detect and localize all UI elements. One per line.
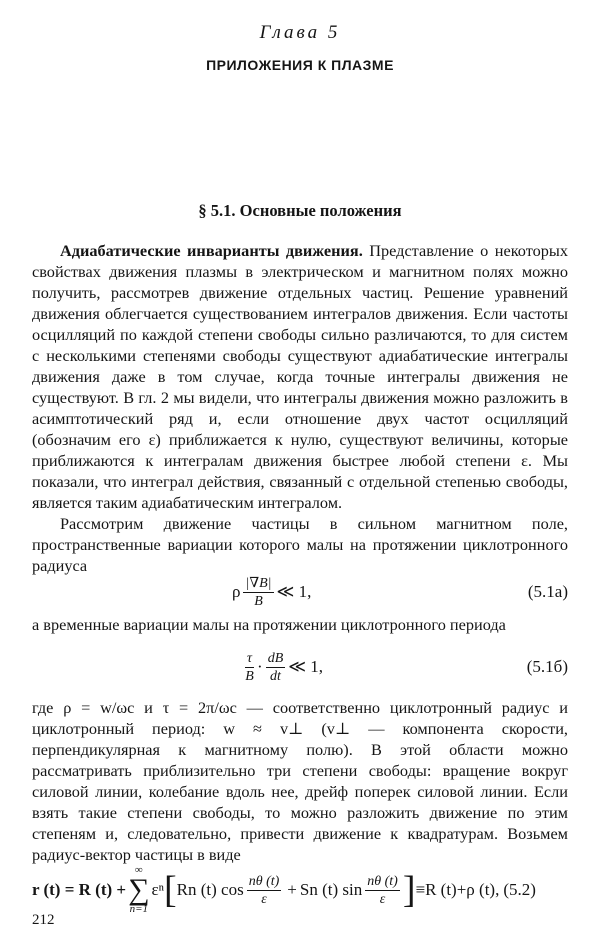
eq3-rhs: ≡R (t)+ρ (t), [415, 880, 500, 899]
eq3-lhs: r (t) = R (t) + [32, 880, 127, 899]
eq2-numerator-1: τ [247, 650, 253, 666]
eq1-relation: ≪ 1, [276, 582, 312, 601]
eq3-term1: Rn (t) cos [176, 880, 244, 899]
eq2-relation: ≪ 1, [288, 657, 324, 676]
eq3-plus: + [287, 880, 297, 899]
eq3-frac2-num: nθ (t) [367, 873, 398, 889]
eq2-denominator-2: dt [270, 668, 281, 684]
paragraph-4-text: где ρ = w/ωc и τ = 2π/ωc — соответственно циклотронный радиус и циклотронный период: w ≈ v⊥ (v⊥ — компонента скорости, перпендикулярная к магнитному полю). В этой области можно рассматривать приблизительно три степени свободы: вращение вокруг силовой линии, колебание вдоль нее, дрейф поперек силовой линии. Если взять такие степени свободы, то можно разложить движение по этим степеням и, следовательно, привести движение к квадратурам. Возьмем радиус-вектор частицы в виде [32, 698, 568, 864]
eq3-frac1-den: ε [261, 891, 267, 907]
right-bracket: ] [402, 869, 416, 911]
paragraph-2-text: Рассмотрим движение частицы в сильном магнитном поле, пространственные вариации которого малы на протяжении циклотронного радиуса [32, 514, 568, 575]
page-number: 212 [32, 912, 55, 928]
paragraph-3 [32, 614, 568, 635]
eq2-denominator-1: B [245, 668, 254, 684]
eq1-rho: ρ [232, 582, 241, 601]
eq1-label: (5.1a) [527, 582, 568, 601]
runin-heading: Адиабатические инварианты движения. [60, 241, 363, 260]
paragraph-4 [32, 697, 568, 865]
eq2-dot: · [257, 657, 263, 676]
equation-5-1b [32, 647, 568, 687]
equation-5-2 [32, 862, 568, 918]
eq2-numerator-2: dB [267, 650, 284, 666]
chapter-title: ПРИЛОЖЕНИЯ К ПЛАЗМЕ [206, 57, 394, 73]
eq1-denominator: B [254, 593, 263, 609]
chapter-label: Глава 5 [259, 22, 341, 43]
eq3-frac2-den: ε [379, 891, 386, 907]
paragraph-3-text: а временные вариации малы на протяжении циклотронного периода [32, 615, 506, 634]
eq2-label: (5.1б) [526, 657, 568, 676]
eq3-frac1-num: nθ (t) [248, 873, 280, 889]
paragraph-1 [32, 240, 568, 513]
sum-symbol: ∞ ∑ n=1 [128, 864, 150, 915]
paragraph-2 [32, 513, 568, 576]
equation-5-1a [32, 572, 568, 612]
eq1-numerator: |∇B| [245, 575, 272, 591]
paragraph-1-text: Представление о некоторых свойствах движения плазмы в электрическом и магнитном полях можно получить, рассмотрев движение отдельных частиц. Решение уравнений движения облегчается существованием интегралов движения. Если частоты осцилляций по каждой степени свободы сильно различаются, то для систем с несколькими степенями свободы существуют адиабатические интегралы движения даже в том случае, когда точные интегралы движения не существуют. В гл. 2 мы видели, что интегралы движения можно разложить в асимптотический ряд и, если отношение двух частот осцилляций (обозначим его ε) приближается к нулю, существуют величины, которые приближаются к интегралам движения быстрее любой степени ε. Мы показали, что интеграл действия, связанный с отдельной степенью свободы, является таким адиабатическим интегралом. [32, 241, 568, 512]
eq3-label: (5.2) [503, 880, 536, 899]
section-title: § 5.1. Основные положения [198, 201, 402, 220]
left-bracket: [ [164, 869, 177, 911]
eq3-term2: Sn (t) sin [299, 880, 363, 899]
eq3-eps-n: εⁿ [151, 880, 164, 899]
